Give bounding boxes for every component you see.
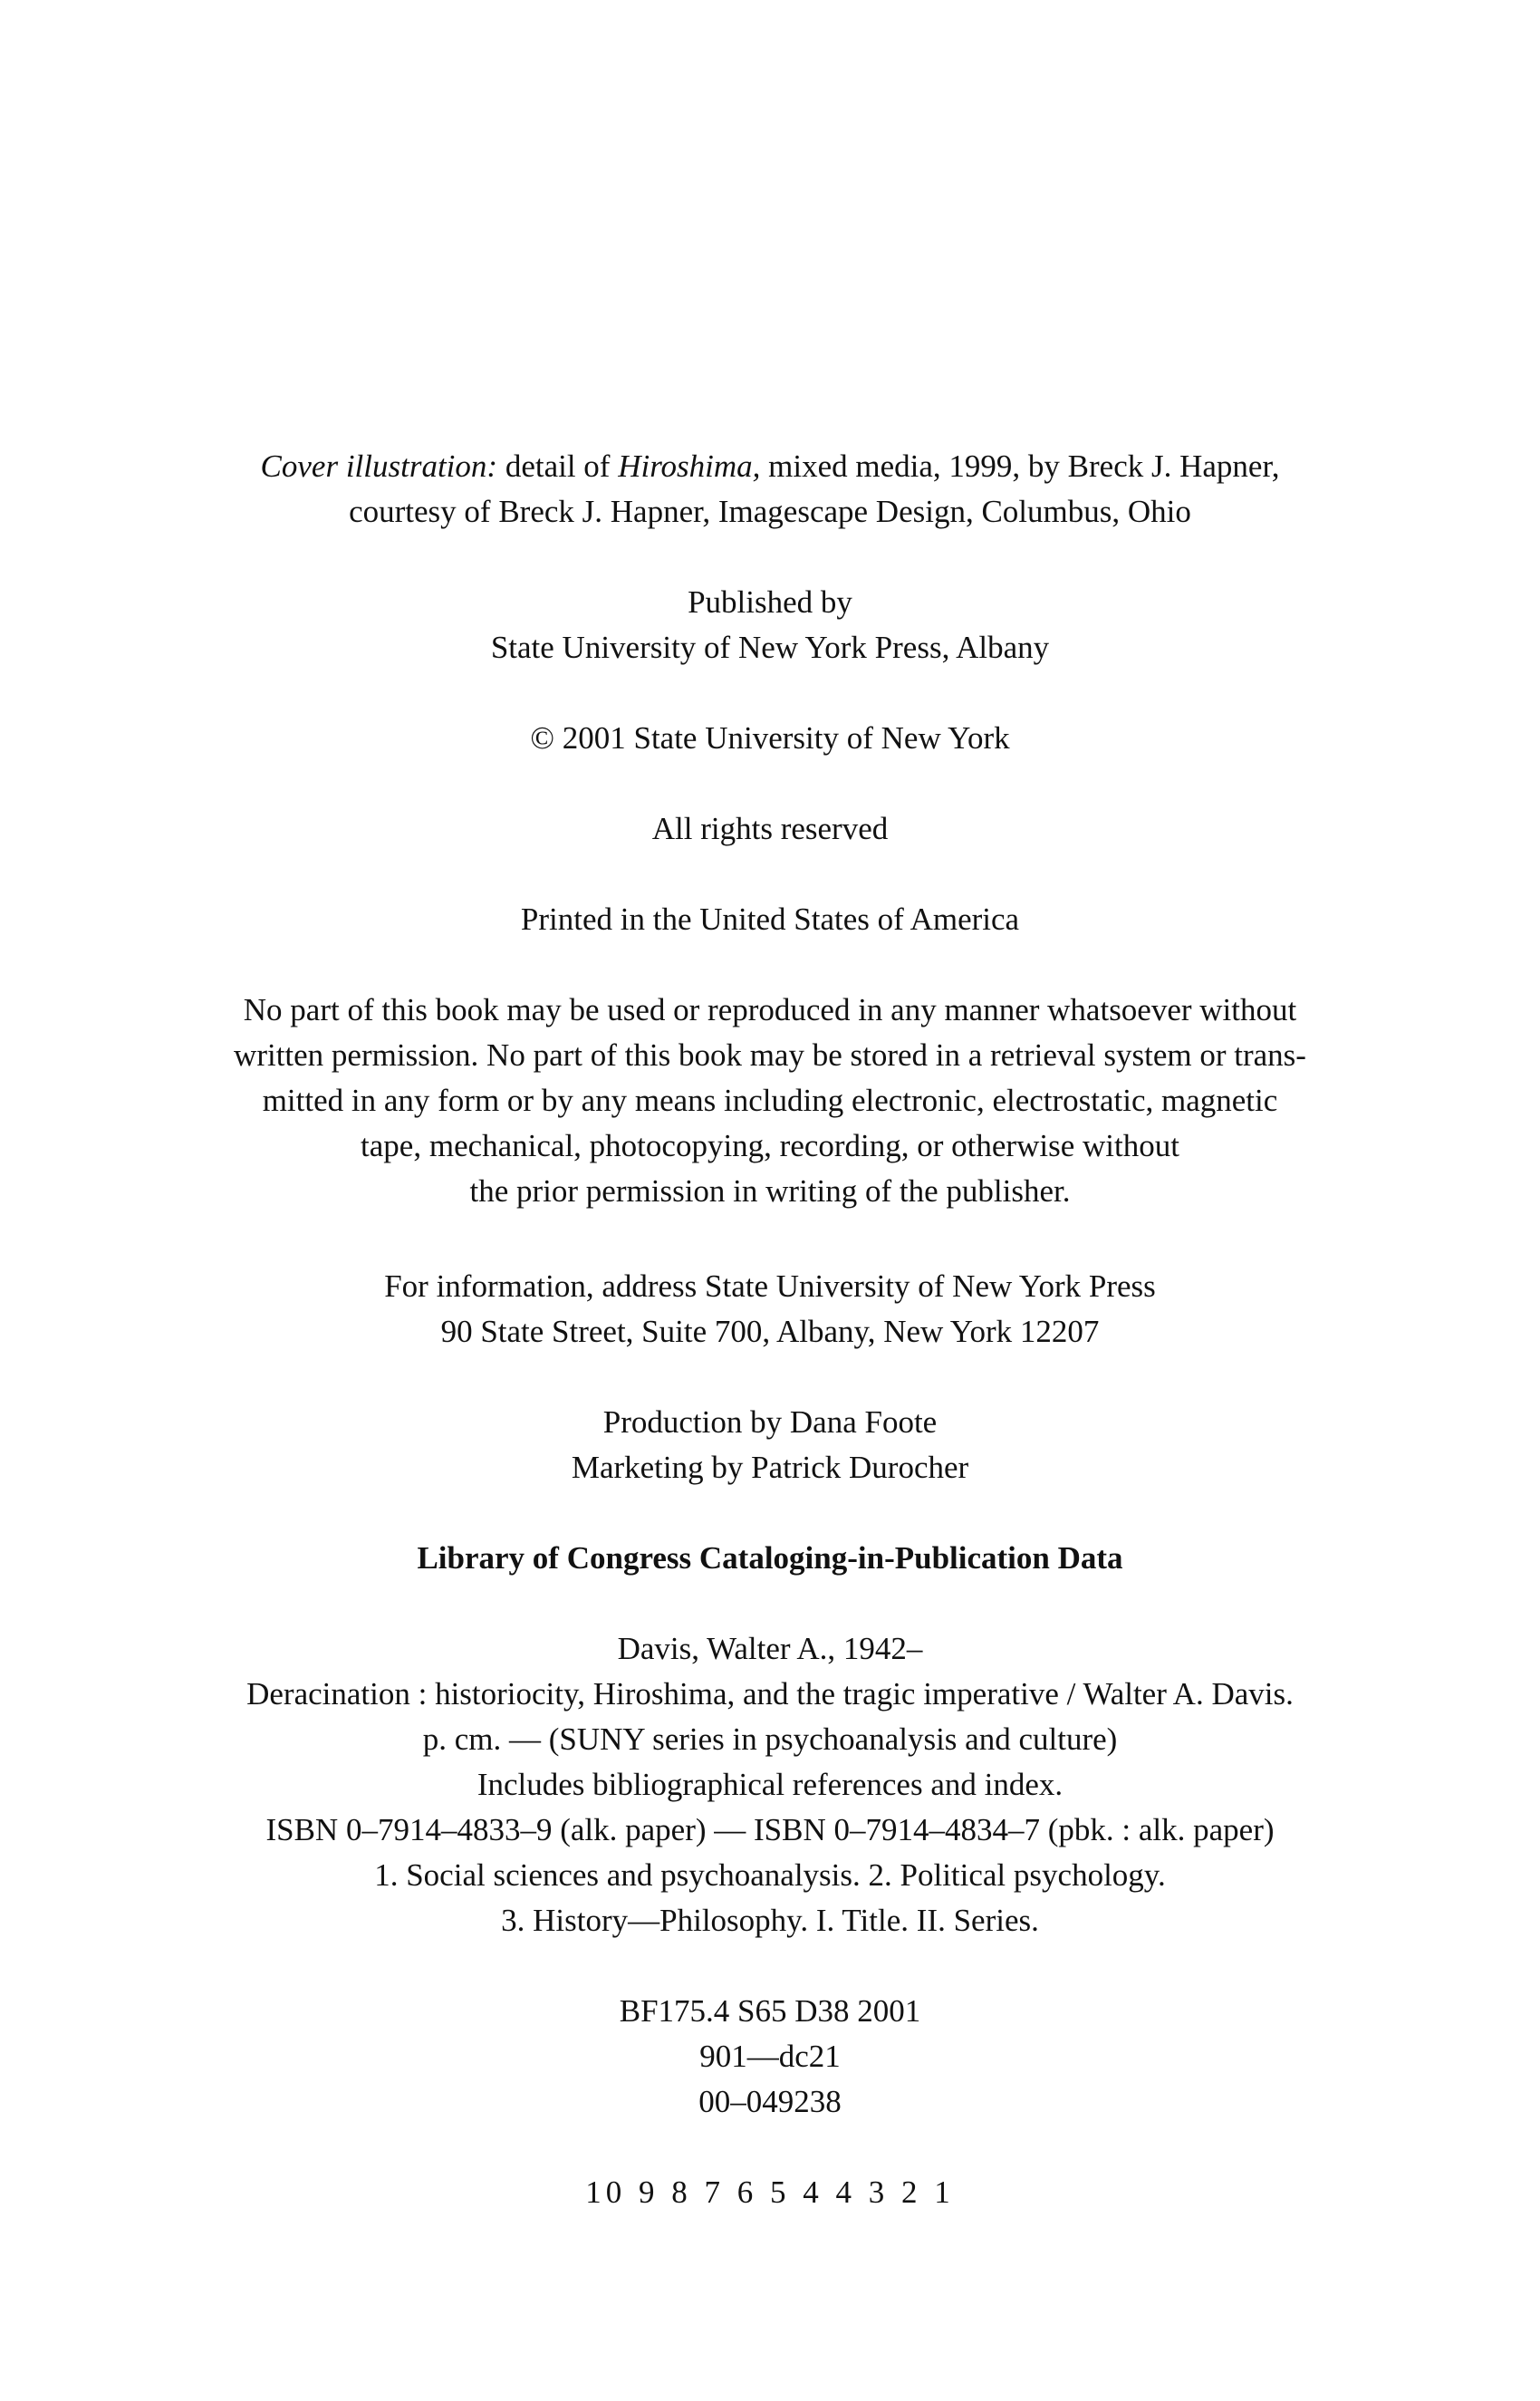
cip-line: Includes bibliographical references and index. — [476, 1767, 1064, 1802]
printed-in — [109, 897, 1431, 942]
information-line-2: 90 State Street, Suite 700, Albany, New York 12207 — [440, 1314, 1100, 1349]
reproduction-notice — [109, 988, 1431, 1214]
cip-line: 1. Social sciences and psychoanalysis. 2. Political psychology. — [374, 1857, 1166, 1893]
cover-credit-line-1 — [109, 444, 1431, 489]
copyright-line: © 2001 State University of New York — [530, 720, 1010, 756]
notice-line: the prior permission in writing of the publisher. — [469, 1173, 1071, 1209]
notice-line: No part of this book may be used or reproduced in any manner whatsoever without — [243, 992, 1297, 1027]
production-credits — [109, 1400, 1431, 1490]
publisher-block — [109, 580, 1431, 670]
cip-line: p. cm. — (SUNY series in psychoanalysis and culture) — [422, 1721, 1118, 1757]
cip-heading-text: Library of Congress Cataloging-in-Publication Data — [417, 1540, 1123, 1576]
copyright-notice — [109, 716, 1431, 761]
cover-work-title: Hiroshima, — [618, 448, 761, 484]
lc-call-number: BF175.4 S65 D38 2001 — [619, 1993, 921, 2029]
notice-line: tape, mechanical, photocopying, recording, or otherwise without — [361, 1128, 1179, 1163]
lccn-number: 00–049238 — [698, 2084, 842, 2119]
classification-numbers — [109, 1989, 1431, 2125]
information-line-1: For information, address State University of New York Press — [384, 1268, 1156, 1304]
rights-line: All rights reserved — [651, 811, 889, 846]
cip-line: ISBN 0–7914–4833–9 (alk. paper) — ISBN 0–7914–4834–7 (pbk. : alk. paper) — [265, 1812, 1275, 1847]
cip-line: Davis, Walter A., 1942– — [617, 1631, 923, 1666]
cover-credit-label: Cover illustration: — [260, 448, 498, 484]
cip-line: 3. History—Philosophy. I. Title. II. Series. — [501, 1903, 1039, 1938]
notice-line: written permission. No part of this book may be stored in a retrieval system or trans- — [234, 1037, 1306, 1073]
rights-reserved — [109, 806, 1431, 852]
published-by-label: Published by — [688, 584, 852, 620]
cover-credit-text-2: mixed media, 1999, by Breck J. Hapner, — [760, 448, 1280, 484]
printing-number-line: 10 9 8 7 6 5 4 4 3 2 1 — [585, 2174, 955, 2210]
cover-credit-text-1: detail of — [497, 448, 619, 484]
notice-line: mitted in any form or by any means including electronic, electrostatic, magnetic — [262, 1083, 1278, 1118]
production-line: Production by Dana Foote — [602, 1404, 938, 1440]
cip-record — [109, 1626, 1431, 1943]
printing-line — [109, 2170, 1431, 2215]
information-address — [109, 1264, 1431, 1355]
cover-credit — [109, 444, 1431, 535]
cip-line: Deracination : historiocity, Hiroshima, and the tragic imperative / Walter A. Davis. — [246, 1676, 1294, 1712]
dewey-number: 901—dc21 — [699, 2039, 841, 2074]
cover-credit-line-2: courtesy of Breck J. Hapner, Imagescape Design, Columbus, Ohio — [349, 494, 1191, 529]
publisher-name: State University of New York Press, Albany — [490, 630, 1050, 665]
marketing-line: Marketing by Patrick Durocher — [571, 1450, 969, 1485]
cip-heading — [109, 1536, 1431, 1581]
printed-line: Printed in the United States of America — [520, 902, 1020, 937]
